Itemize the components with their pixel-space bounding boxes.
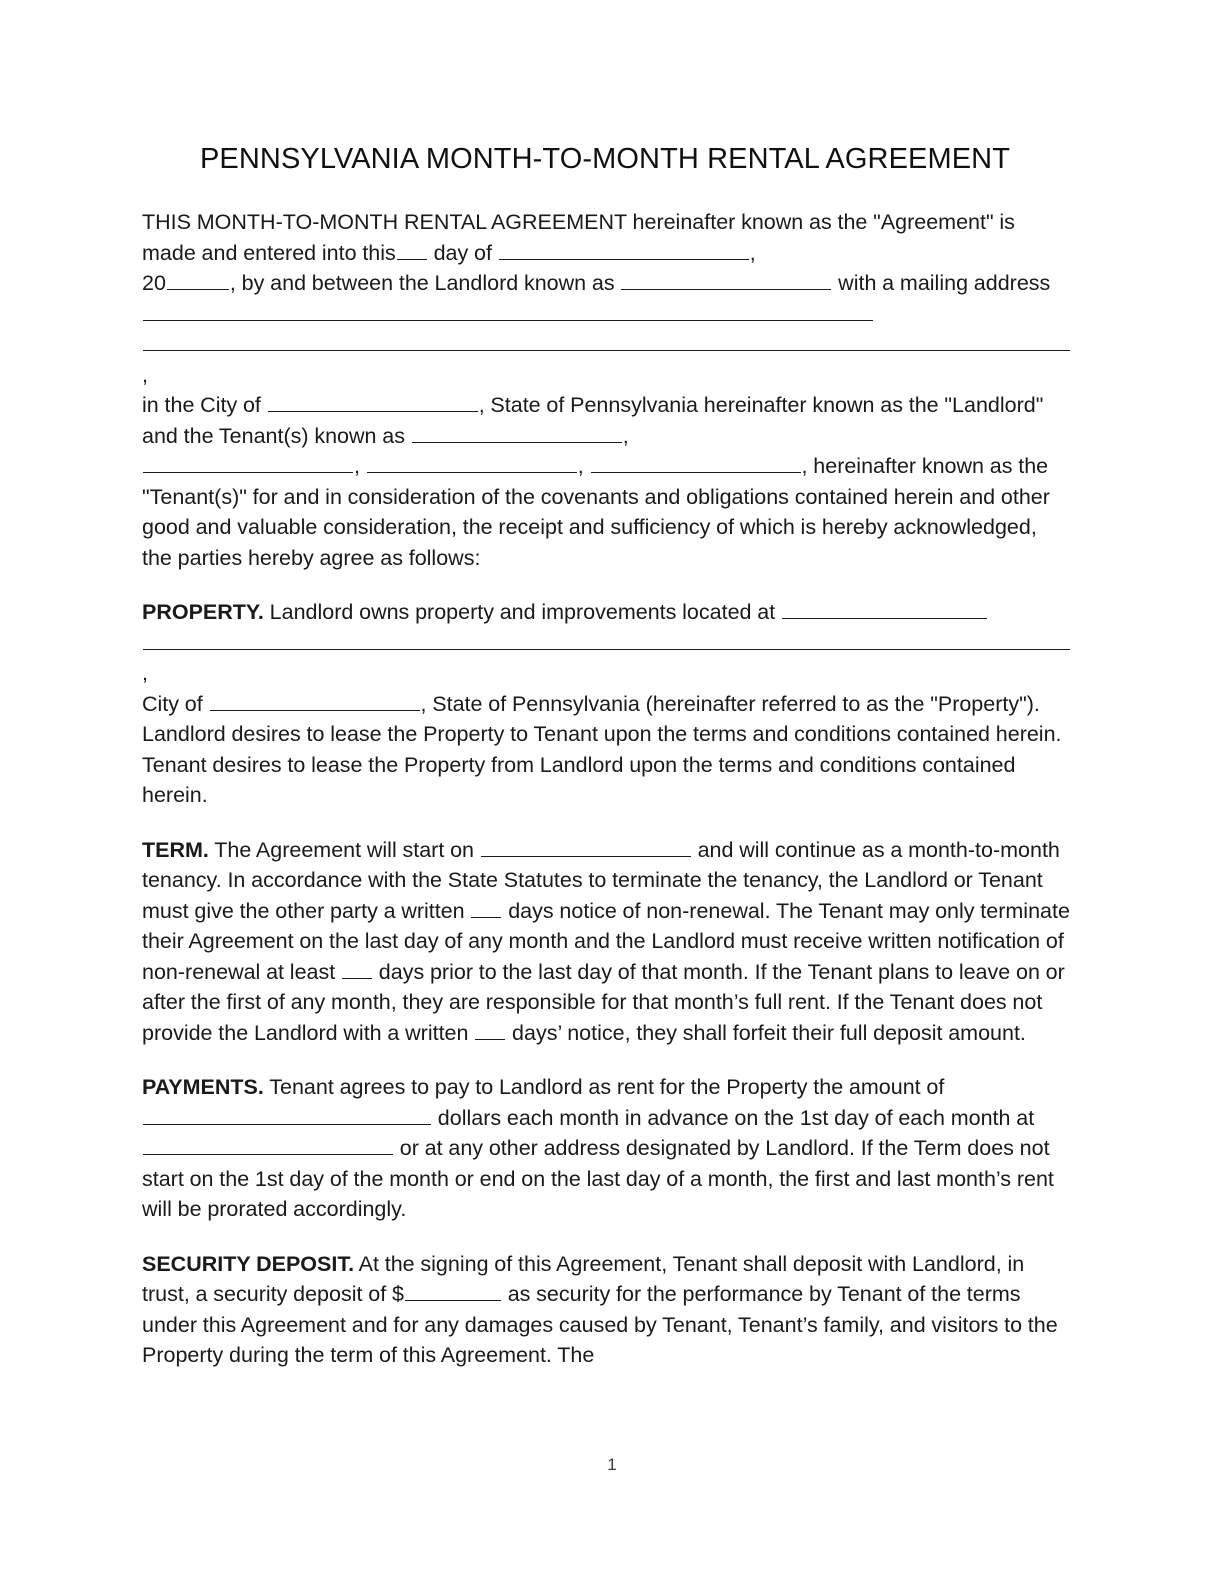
blank-month[interactable] [499, 240, 749, 260]
section-heading-term: TERM. [142, 837, 209, 862]
blank-rent-amount[interactable] [143, 1105, 431, 1125]
blank-tenant-name-2[interactable] [143, 453, 353, 473]
blank-day[interactable] [397, 240, 427, 260]
intro-text-2: day of [433, 240, 492, 265]
intro-text-4: , by and between the Landlord known as [229, 271, 615, 295]
payments-text-2: dollars each month in advance on the 1st day of each month at [437, 1105, 1035, 1130]
intro-text-6: , [749, 240, 756, 265]
intro-comma-1: , [142, 362, 148, 387]
paragraph-payments [142, 1072, 1070, 1225]
page-title: PENNSYLVANIA MONTH-TO-MONTH RENTAL AGREEMENT [199, 143, 1011, 175]
blank-tenant-name-3[interactable] [367, 453, 577, 473]
blank-tenant-name-4[interactable] [591, 453, 801, 473]
blank-property-city[interactable] [210, 691, 420, 711]
intro-text-1: THIS MONTH-TO-MONTH RENTAL AGREEMENT hereinafter known as the "Agreement" is made and entered into this [142, 210, 1015, 265]
security-deposit-text-2: as security for the performance by Tenant of the terms under this Agreement and for any damages caused by Tenant, Tenant’s family, and visitors to the Property during the term of this Agreement. The [142, 1282, 1058, 1367]
intro-comma-3: , [354, 454, 360, 478]
blank-landlord-name[interactable] [621, 270, 831, 290]
term-text-4: days prior to the last day of that month. If the Tenant plans to leave on or after the first of any month, they are responsible for that month’s full rent. If the Tenant does not provide the Landlord with a written [142, 959, 1065, 1045]
blank-start-date[interactable] [481, 837, 691, 857]
property-text-1: Landlord owns property and improvements located at [269, 600, 776, 624]
blank-notice-days-1[interactable] [471, 898, 501, 918]
section-heading-payments: PAYMENTS. [142, 1075, 264, 1099]
paragraph-introduction [142, 207, 1070, 573]
term-text-3: days notice of non-renewal. The Tenant may only terminate their Agreement on the last day of any month and the Landlord must receive written notification of non-renewal at least [142, 898, 1070, 984]
blank-property-address-line1[interactable] [782, 599, 987, 619]
property-text-3: City of [142, 691, 203, 716]
intro-text-8: , State of Pennsylvania hereinafter known as the "Landlord" and the Tenant(s) known as [142, 393, 1044, 448]
document-body [142, 207, 1070, 1371]
term-text-5: days’ notice, they shall forfeit their full deposit amount. [512, 1020, 1026, 1045]
blank-property-address-line2[interactable] [143, 630, 1070, 650]
term-text-2: and will continue as a month-to-month tenancy. In accordance with the State Statutes to terminate the tenancy, the Landlord or Tenant must give the other party a written [142, 837, 1060, 923]
blank-landlord-address-line1[interactable] [143, 301, 873, 321]
blank-security-deposit-amount[interactable] [405, 1281, 501, 1301]
security-deposit-text-1: At the signing of this Agreement, Tenant shall deposit with Landlord, in trust, a security deposit of $ [142, 1251, 1025, 1306]
blank-landlord-address-line2[interactable] [143, 331, 1070, 351]
property-text-4: , State of Pennsylvania (hereinafter referred to as the "Property"). Landlord desires to lease the Property to Tenant upon the terms and conditions contained herein. Tenant desires to lease the Property from Landlord upon the terms and conditions contained herein. [142, 691, 1062, 807]
blank-tenant-name-1[interactable] [412, 423, 622, 443]
intro-text-5: with a mailing address [838, 271, 1051, 295]
blank-notice-days-2[interactable] [342, 959, 372, 979]
blank-payment-address[interactable] [143, 1135, 393, 1155]
intro-text-7: in the City of [142, 393, 261, 417]
intro-comma-2: , [622, 423, 629, 448]
payments-text-3: or at any other address designated by Landlord. If the Term does not start on the 1st day of the month or end on the last day of a month, the first and last month’s rent will be prorated accordingly. [142, 1136, 1054, 1221]
section-heading-security-deposit: SECURITY DEPOSIT. [142, 1251, 355, 1276]
intro-text-3: 20 [142, 271, 166, 295]
blank-year[interactable] [167, 270, 229, 290]
property-comma: , [142, 661, 148, 685]
section-heading-property: PROPERTY. [142, 600, 264, 624]
intro-comma-4: , [577, 454, 584, 478]
paragraph-security-deposit [142, 1249, 1070, 1371]
page-number: 1 [607, 1455, 617, 1474]
blank-notice-days-3[interactable] [475, 1020, 505, 1040]
intro-text-12: , hereinafter known as the "Tenant(s)" for and in consideration of the covenants and obligations contained herein and other good and valuable consideration, the receipt and sufficiency of which is hereby acknowledged, the parties hereby agree as follows: [142, 454, 1050, 570]
blank-landlord-city[interactable] [268, 392, 478, 412]
payments-text-1: Tenant agrees to pay to Landlord as rent for the Property the amount of [269, 1075, 945, 1099]
paragraph-property [142, 597, 1070, 811]
paragraph-term [142, 835, 1070, 1049]
term-text-1: The Agreement will start on [214, 837, 474, 862]
